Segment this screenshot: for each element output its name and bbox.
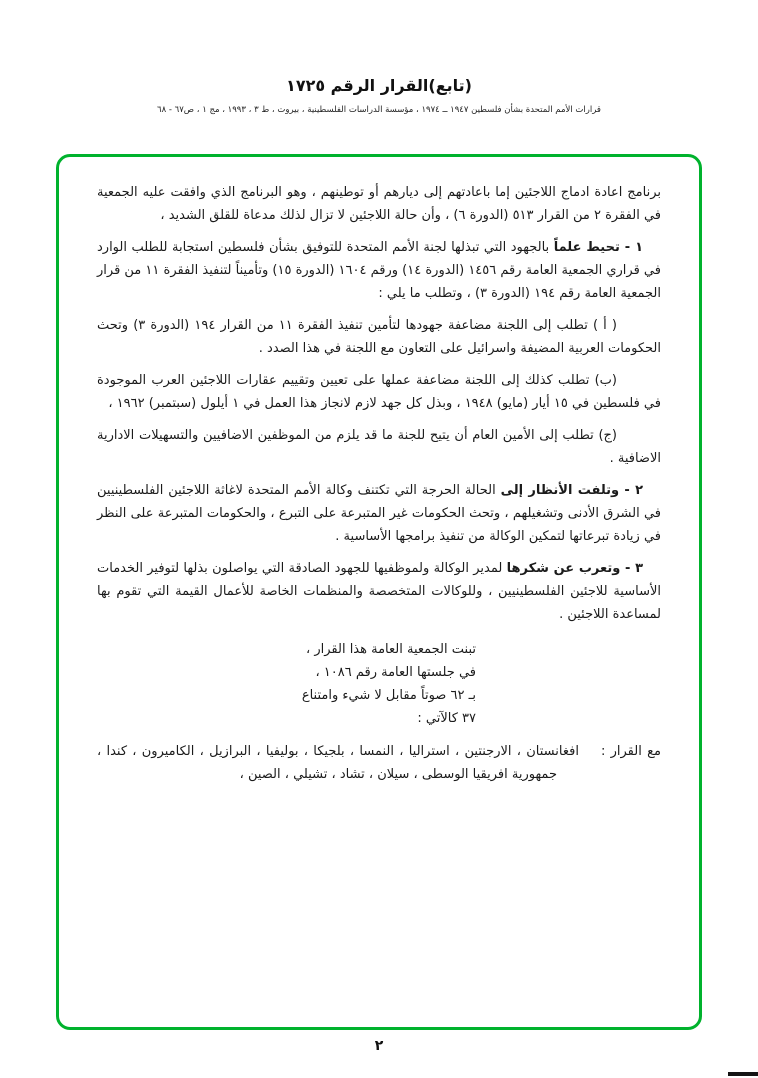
item-1-text: بالجهود التي تبذلها لجنة الأمم المتحدة للتوفيق بشأن فلسطين استجابة للطلب الوارد في قراري الجمعية العامة رقم ١٤٥٦ (الدورة ١٤) ورقم ١٦٠٤ (الدورة ١٥) وتأميناً لتنفيذ الفقرة ١١ من قرار الجمعية العامة رقم ١٩٤ (الدورة ٣) ، وتطلب ما يلي : (97, 240, 661, 301)
item-1-lead: ١ - تحيط علماً (553, 240, 644, 255)
sub-c-text: تطلب إلى الأمين العام أن يتيح للجنة ما قد يلزم من الموظفين الاضافيين والتسهيلات الادارية الاضافية . (97, 428, 661, 466)
citation-line: قرارات الأمم المتحدة بشأن فلسطين ١٩٤٧ ــ ١٩٧٤ ، مؤسسة الدراسات الفلسطينية ، بيروت ، ط ٣ ، ١٩٩٣ ، مج ١ ، ص٦٧ - ٦٨ (157, 105, 601, 115)
paragraph-intro: برنامج اعادة ادماج اللاجئين إما باعادتهم إلى ديارهم أو توطينهم ، وهو البرنامج الذي وافقت عليه الجمعية في الفقرة ٢ من القرار ٥١٣ (الدورة ٦) ، وأن حالة اللاجئين لا تزال لذلك مدعاة للقلق الشديد ، (97, 185, 661, 223)
adoption-line-3: بـ ٦٢ صوتاً مقابل لا شيء وامتناع (301, 688, 476, 703)
document-frame (56, 154, 702, 1030)
sub-c-lead: (ج) (598, 428, 617, 443)
adoption-line-1: تبنت الجمعية العامة هذا القرار ، (306, 642, 476, 657)
paragraph-sub-c (97, 424, 661, 470)
vote-label: مع القرار : (600, 744, 661, 759)
paragraph-sub-a (97, 314, 661, 360)
vote-record (97, 740, 661, 786)
item-3-lead: ٣ - وتعرب عن شكرها (506, 561, 643, 576)
paragraph-sub-b (97, 369, 661, 415)
adoption-line-4: ٣٧ كالآتي : (417, 711, 476, 726)
scan-artifact (728, 1072, 758, 1076)
sub-a-lead: ( أ ) (592, 318, 617, 333)
sub-a-text: تطلب إلى اللجنة مضاعفة جهودها لتأمين تنفيذ الفقرة ١١ من القرار ١٩٤ (الدورة ٣) وتحث الحكومات العربية المضيفة واسرائيل على التعاون مع اللجنة في هذا الصدد . (97, 318, 661, 356)
paragraph-item-2 (97, 479, 661, 548)
sub-b-text: تطلب كذلك إلى اللجنة مضاعفة عملها على تعيين وتقييم عقارات اللاجئين العرب الموجودة في فلسطين في ١٥ أيار (مايو) ١٩٤٨ ، وبذل كل جهد لازم لانجاز هذا العمل في ١ أيلول (سبتمبر) ١٩٦٢ ، (97, 373, 661, 411)
adoption-note (97, 638, 476, 730)
sub-b-lead: (ب) (594, 373, 617, 388)
adoption-line-2: في جلستها العامة رقم ١٠٨٦ ، (315, 665, 476, 680)
page-number: ٢ (374, 1038, 384, 1054)
item-2-text: الحالة الحرجة التي تكتنف وكالة الأمم المتحدة لاغاثة اللاجئين الفلسطينيين في الشرق الأدنى وتشغيلهم ، وتحث الحكومات غير المتبرعة على التبرع ، والحكومات المتبرعة على النظر في زيادة تبرعاتها لتمكين الوكالة من تنفيذ برامجها الأساسية . (97, 483, 661, 544)
paragraph-item-3 (97, 557, 661, 626)
item-3-text: لمدير الوكالة ولموظفيها للجهود الصادقة التي يواصلون بذلها لتوفير الخدمات الأساسية للاجئين الفلسطينيين ، وللوكالات المتخصصة والمنظمات الخاصة للأعمال القيمة التي تقوم بها لمساعدة اللاجئين . (97, 561, 661, 622)
vote-countries: افغانستان ، الارجنتين ، استراليا ، النمسا ، بلجيكا ، بوليفيا ، البرازيل ، الكاميرون ، كندا ، جمهورية افريقيا الوسطى ، سيلان ، تشاد ، تشيلي ، الصين ، (97, 744, 579, 782)
item-2-lead: ٢ - وتلفت الأنظار إلى (500, 483, 644, 498)
page-title: (تابع)القرار الرقم ١٧٢٥ (286, 76, 472, 95)
paragraph-item-1 (97, 236, 661, 305)
